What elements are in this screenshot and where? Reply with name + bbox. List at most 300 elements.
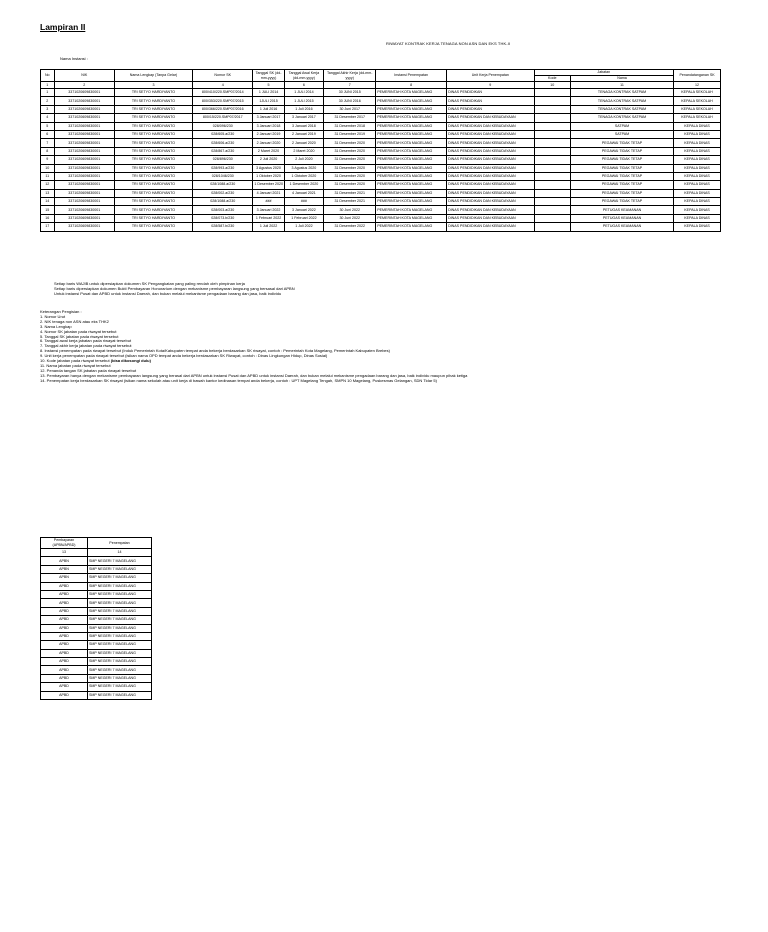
end-date-cell: 30 JUNI 2015 xyxy=(324,89,376,97)
start-date-cell: 3 Januari 2018 xyxy=(284,122,324,130)
unit-cell: DINAS PENDIDIKAN DAN KEBUDAYAAN xyxy=(447,139,534,147)
instansi-cell: PEMERINTAH KOTA MAGELANG xyxy=(376,206,447,214)
column-number: 13 xyxy=(41,549,88,557)
placement-cell: SMP NEGERI 7 MAGELANG xyxy=(88,565,152,573)
keterangan-item-text: 10. Kode jabatan pada riwayat tersebut xyxy=(40,358,110,364)
nik-cell: 3371020609830001 xyxy=(54,172,114,180)
instansi-cell: PEMERINTAH KOTA MAGELANG xyxy=(376,156,447,164)
header-jabatan: Jabatan xyxy=(534,70,674,76)
row-number: 5 xyxy=(41,122,55,130)
table-row xyxy=(41,649,152,657)
row-number: 9 xyxy=(41,156,55,164)
nik-cell: 3371020609830001 xyxy=(54,130,114,138)
nik-cell: 3371020609830001 xyxy=(54,156,114,164)
kode-cell xyxy=(534,130,570,138)
sk-number-cell: 028/606.a/230 xyxy=(193,139,253,147)
document-heading: RIWAYAT KONTRAK KERJA TENAGA NON ASN DAN EKS THK-II xyxy=(386,41,511,46)
jabatan-cell: SATPAM xyxy=(570,122,673,130)
name-cell: TRI SETYO HARDIYANTO xyxy=(114,181,192,189)
sk-date-cell: 1 JULI 2014 xyxy=(253,89,284,97)
placement-cell: SMP NEGERI 7 MAGELANG xyxy=(88,599,152,607)
instansi-cell: PEMERINTAH KOTA MAGELANG xyxy=(376,105,447,113)
keterangan-item: 5. Tanggal SK jabatan pada riwayat tersebut xyxy=(40,333,119,339)
keterangan-item: 11. Nama jabatan pada riwayat tersebut xyxy=(40,362,111,368)
instansi-cell: PEMERINTAH KOTA MAGELANG xyxy=(376,114,447,122)
column-number: 12 xyxy=(674,82,721,89)
kode-cell xyxy=(534,89,570,97)
table-row xyxy=(41,114,721,122)
end-date-cell: 31 Desember 2020 xyxy=(324,181,376,189)
sk-date-cell: 2 Januari 2019 xyxy=(253,130,284,138)
row-number: 14 xyxy=(41,198,55,206)
instansi-label: Nama Instansi : xyxy=(60,56,88,61)
name-cell: TRI SETYO HARDIYANTO xyxy=(114,156,192,164)
table-row xyxy=(41,89,721,97)
column-number: 4 xyxy=(193,82,253,89)
nik-cell: 3371020609830001 xyxy=(54,214,114,222)
nik-cell: 3371020609830001 xyxy=(54,147,114,155)
unit-cell: DINAS PENDIDIKAN DAN KEBUDAYAAN xyxy=(447,156,534,164)
start-date-cell: 1 Desember 2020 xyxy=(284,181,324,189)
sk-number-cell: 028/096/230 xyxy=(193,122,253,130)
payment-cell: APBD xyxy=(41,666,88,674)
nik-cell: 3371020609830001 xyxy=(54,206,114,214)
table-row xyxy=(41,105,721,113)
table-row xyxy=(41,691,152,699)
start-date-cell: 2 Maret 2020 xyxy=(284,147,324,155)
signatory-cell: KEPALA DINAS xyxy=(674,147,721,155)
sk-number-cell: 028/073.b/230 xyxy=(193,214,253,222)
placement-cell: SMP NEGERI 7 MAGELANG xyxy=(88,691,152,699)
column-number: 5 xyxy=(253,82,284,89)
jabatan-cell: TENAGA KONTRAK SATPAM xyxy=(570,89,673,97)
table-row xyxy=(41,674,152,682)
sk-number-cell: 028/896/230 xyxy=(193,156,253,164)
unit-cell: DINAS PENDIDIKAN DAN KEBUDAYAAN xyxy=(447,164,534,172)
table-row xyxy=(41,565,152,573)
header-nik: NIK xyxy=(54,70,114,82)
name-cell: TRI SETYO HARDIYANTO xyxy=(114,114,192,122)
signatory-cell: KEPALA SEKOLAH xyxy=(674,97,721,105)
keterangan-item: 2. NIK tenaga non ASN atau eks THK2 xyxy=(40,318,109,324)
header-instansi: Instansi Penempatan xyxy=(376,70,447,82)
signatory-cell: KEPALA DINAS xyxy=(674,181,721,189)
payment-placement-table xyxy=(40,537,152,700)
instansi-cell: PEMERINTAH KOTA MAGELANG xyxy=(376,147,447,155)
column-number: 11 xyxy=(570,82,673,89)
end-date-cell: 30 Juni 2022 xyxy=(324,206,376,214)
signatory-cell: KEPALA SEKOLAH xyxy=(674,114,721,122)
kode-cell xyxy=(534,198,570,206)
column-number-row xyxy=(41,549,152,557)
end-date-cell: 31 Desember 2019 xyxy=(324,130,376,138)
row-number: 10 xyxy=(41,164,55,172)
end-date-cell: 31 Desember 2018 xyxy=(324,122,376,130)
unit-cell: DINAS PENDIDIKAN DAN KEBUDAYAAN xyxy=(447,189,534,197)
header-no: No xyxy=(41,70,55,82)
sk-number-cell: 028/587.b/230 xyxy=(193,223,253,231)
keterangan-block xyxy=(40,310,610,384)
name-cell: TRI SETYO HARDIYANTO xyxy=(114,139,192,147)
jabatan-cell: PETUGAS KEAMANAN xyxy=(570,206,673,214)
kode-cell xyxy=(534,223,570,231)
jabatan-cell: PEGAWAI TIDAK TETAP xyxy=(570,156,673,164)
contract-history-table xyxy=(40,69,721,232)
placement-cell: SMP NEGERI 7 MAGELANG xyxy=(88,674,152,682)
header-kode: Kode xyxy=(534,76,570,82)
payment-cell: APBD xyxy=(41,641,88,649)
sk-number-cell: 800/15/220.SMP07/2017 xyxy=(193,114,253,122)
table-row xyxy=(41,214,721,222)
unit-cell: DINAS PENDIDIKAN DAN KEBUDAYAAN xyxy=(447,181,534,189)
start-date-cell: 1 Juli 2022 xyxy=(284,223,324,231)
header-jabatan-nama: Nama xyxy=(570,76,673,82)
sk-number-cell: 028/003.a/230 xyxy=(193,206,253,214)
row-number: 6 xyxy=(41,130,55,138)
row-number: 7 xyxy=(41,139,55,147)
notes-block xyxy=(54,281,295,296)
table-row xyxy=(41,139,721,147)
column-number-row xyxy=(41,82,721,89)
kode-cell xyxy=(534,164,570,172)
signatory-cell: KEPALA DINAS xyxy=(674,156,721,164)
row-number: 16 xyxy=(41,214,55,222)
signatory-cell: KEPALA SEKOLAH xyxy=(674,105,721,113)
kode-cell xyxy=(534,122,570,130)
placement-cell: SMP NEGERI 7 MAGELANG xyxy=(88,632,152,640)
signatory-cell: KEPALA DINAS xyxy=(674,206,721,214)
end-date-cell: 31 Desember 2020 xyxy=(324,164,376,172)
jabatan-cell: PETUGAS KEAMANAN xyxy=(570,214,673,222)
unit-cell: DINAS PENDIDIKAN xyxy=(447,105,534,113)
sk-date-cell: 1 Oktober 2020 xyxy=(253,172,284,180)
kode-cell xyxy=(534,97,570,105)
signatory-cell: KEPALA DINAS xyxy=(674,172,721,180)
sk-number-cell: 028/1088.a/230 xyxy=(193,198,253,206)
sk-number-cell: 800/353/220.SMP07/2015 xyxy=(193,97,253,105)
table-row xyxy=(41,97,721,105)
signatory-cell: KEPALA DINAS xyxy=(674,122,721,130)
table-row xyxy=(41,599,152,607)
instansi-cell: PEMERINTAH KOTA MAGELANG xyxy=(376,97,447,105)
jabatan-cell: PEGAWAI TIDAK TETAP xyxy=(570,172,673,180)
keterangan-heading: Keterangan Pengisian : xyxy=(40,309,82,314)
nik-cell: 3371020609830001 xyxy=(54,105,114,113)
table-row xyxy=(41,641,152,649)
signatory-cell: KEPALA DINAS xyxy=(674,139,721,147)
instansi-cell: PEMERINTAH KOTA MAGELANG xyxy=(376,198,447,206)
table-row xyxy=(41,206,721,214)
header-tanggal-sk: Tanggal SK (dd-mm-yyyy) xyxy=(253,70,284,82)
end-date-cell: 31 Desember 2022 xyxy=(324,223,376,231)
signatory-cell: KEPALA DINAS xyxy=(674,198,721,206)
sk-date-cell: 1 Juli 2016 xyxy=(253,105,284,113)
sk-number-cell: 028/1088.a/230 xyxy=(193,181,253,189)
placement-cell: SMP NEGERI 7 MAGELANG xyxy=(88,590,152,598)
table-row xyxy=(41,616,152,624)
instansi-cell: PEMERINTAH KOTA MAGELANG xyxy=(376,89,447,97)
sk-date-cell: 3 Agustus 2020 xyxy=(253,164,284,172)
start-date-cell: 3 Agustus 2020 xyxy=(284,164,324,172)
start-date-cell: ### xyxy=(284,198,324,206)
kode-cell xyxy=(534,181,570,189)
kode-cell xyxy=(534,105,570,113)
table-row xyxy=(41,582,152,590)
nik-cell: 3371020609830001 xyxy=(54,223,114,231)
placement-cell: SMP NEGERI 7 MAGELANG xyxy=(88,557,152,565)
instansi-cell: PEMERINTAH KOTA MAGELANG xyxy=(376,181,447,189)
column-number: 6 xyxy=(284,82,324,89)
table-row xyxy=(41,147,721,155)
placement-cell: SMP NEGERI 7 MAGELANG xyxy=(88,624,152,632)
start-date-cell: 1 Juli 2016 xyxy=(284,105,324,113)
instansi-cell: PEMERINTAH KOTA MAGELANG xyxy=(376,189,447,197)
end-date-cell: 31 Desember 2021 xyxy=(324,189,376,197)
placement-cell: SMP NEGERI 7 MAGELANG xyxy=(88,607,152,615)
jabatan-cell: PEGAWAI TIDAK TETAP xyxy=(570,198,673,206)
placement-cell: SMP NEGERI 7 MAGELANG xyxy=(88,616,152,624)
header-pembayaran: Pembayaran (APBN/APBD) xyxy=(41,538,88,549)
payment-cell: APBD xyxy=(41,582,88,590)
name-cell: TRI SETYO HARDIYANTO xyxy=(114,223,192,231)
keterangan-item: 12. Penanda tangan SK jabatan pada riwayat tersebut xyxy=(40,367,137,373)
unit-cell: DINAS PENDIDIKAN DAN KEBUDAYAAN xyxy=(447,206,534,214)
payment-cell: APBD xyxy=(41,632,88,640)
instansi-cell: PEMERINTAH KOTA MAGELANG xyxy=(376,172,447,180)
sk-date-cell: 1 Desember 2020 xyxy=(253,181,284,189)
sk-number-cell: 800/410/220.SMP07/2014 xyxy=(193,89,253,97)
start-date-cell: 3 Januari 2017 xyxy=(284,114,324,122)
name-cell: TRI SETYO HARDIYANTO xyxy=(114,206,192,214)
column-number: 7 xyxy=(324,82,376,89)
jabatan-cell: PETUGAS KEAMANAN xyxy=(570,223,673,231)
unit-cell: DINAS PENDIDIKAN DAN KEBUDAYAAN xyxy=(447,147,534,155)
row-number: 4 xyxy=(41,114,55,122)
row-number: 3 xyxy=(41,105,55,113)
header-tanggal-awal: Tanggal Awal Kerja (dd-mm-yyyy) xyxy=(284,70,324,82)
start-date-cell: 3 Januari 2022 xyxy=(284,206,324,214)
column-number: 3 xyxy=(114,82,192,89)
row-number: 1 xyxy=(41,89,55,97)
row-number: 15 xyxy=(41,206,55,214)
column-number: 10 xyxy=(534,82,570,89)
placement-cell: SMP NEGERI 7 MAGELANG xyxy=(88,574,152,582)
payment-cell: APBD xyxy=(41,599,88,607)
unit-cell: DINAS PENDIDIKAN DAN KEBUDAYAAN xyxy=(447,198,534,206)
sk-date-cell: 3 Januari 2017 xyxy=(253,114,284,122)
column-number: 14 xyxy=(88,549,152,557)
table-row xyxy=(41,130,721,138)
payment-cell: APBD xyxy=(41,674,88,682)
table-row xyxy=(41,607,152,615)
start-date-cell: 1 JULI 2015 xyxy=(284,97,324,105)
end-date-cell: 31 Desember 2020 xyxy=(324,172,376,180)
instansi-cell: PEMERINTAH KOTA MAGELANG xyxy=(376,223,447,231)
payment-cell: APBD xyxy=(41,649,88,657)
placement-cell: SMP NEGERI 7 MAGELANG xyxy=(88,666,152,674)
keterangan-item: 7. Tanggal akhir kerja jabatan pada riwayat tersebut xyxy=(40,343,132,349)
note-line: Untuk instansi Pusat dan APBD untuk instansi Daerah, dan bukan melalui mekanisme pengadaan barang dan jasa, baik individu xyxy=(54,291,282,296)
placement-cell: SMP NEGERI 7 MAGELANG xyxy=(88,658,152,666)
end-date-cell: 31 Desember 2020 xyxy=(324,156,376,164)
nik-cell: 3371020609830001 xyxy=(54,198,114,206)
jabatan-cell: SATPAM xyxy=(570,130,673,138)
end-date-cell: 31 Desember 2017 xyxy=(324,114,376,122)
keterangan-item: 14. Penempatan kerja berdasarkan SK riwayat (isikan nama sekolah atau unit kerja di bawah kantor kedinasan tempat anda bekerja, contoh : UPT Magelang Tengah, SMPN 10 Magelang, Puskesmas Gelangan, SDN Tidar 5) xyxy=(40,377,437,383)
signatory-cell: KEPALA DINAS xyxy=(674,130,721,138)
start-date-cell: 1 Oktober 2020 xyxy=(284,172,324,180)
sk-date-cell: 1 Juli 2022 xyxy=(253,223,284,231)
start-date-cell: 2 Januari 2019 xyxy=(284,130,324,138)
keterangan-item-bold: (bisa dikosongi dulu) xyxy=(110,358,151,364)
payment-cell: APBN xyxy=(41,565,88,573)
jabatan-cell: TENAGA KONTRAK SATPAM xyxy=(570,114,673,122)
table-row xyxy=(41,666,152,674)
header-penandatangan: Penandatanganan SK xyxy=(674,70,721,82)
kode-cell xyxy=(534,189,570,197)
row-number: 2 xyxy=(41,97,55,105)
payment-cell: APBD xyxy=(41,691,88,699)
nik-cell: 3371020609830001 xyxy=(54,189,114,197)
kode-cell xyxy=(534,139,570,147)
jabatan-cell: PEGAWAI TIDAK TETAP xyxy=(570,139,673,147)
row-number: 17 xyxy=(41,223,55,231)
payment-cell: APBD xyxy=(41,616,88,624)
table-row xyxy=(41,632,152,640)
page-title: Lampiran II xyxy=(40,22,86,32)
instansi-cell: PEMERINTAH KOTA MAGELANG xyxy=(376,214,447,222)
signatory-cell: KEPALA DINAS xyxy=(674,223,721,231)
placement-cell: SMP NEGERI 7 MAGELANG xyxy=(88,641,152,649)
sk-number-cell: 028/1046/230 xyxy=(193,172,253,180)
table-row xyxy=(41,198,721,206)
unit-cell: DINAS PENDIDIKAN DAN KEBUDAYAAN xyxy=(447,122,534,130)
column-number: 8 xyxy=(376,82,447,89)
sk-date-cell: 2 Juli 2020 xyxy=(253,156,284,164)
header-unit-kerja: Unit Kerja Penempatan xyxy=(447,70,534,82)
row-number: 8 xyxy=(41,147,55,155)
payment-cell: APBD xyxy=(41,683,88,691)
jabatan-cell: TENAGA KONTRAK SATPAM xyxy=(570,105,673,113)
kode-cell xyxy=(534,156,570,164)
start-date-cell: 4 Januari 2021 xyxy=(284,189,324,197)
unit-cell: DINAS PENDIDIKAN xyxy=(447,97,534,105)
table-row xyxy=(41,189,721,197)
signatory-cell: KEPALA DINAS xyxy=(674,164,721,172)
end-date-cell: 31 Desember 2021 xyxy=(324,198,376,206)
kode-cell xyxy=(534,114,570,122)
sk-date-cell: 2 Januari 2020 xyxy=(253,139,284,147)
note-line: Setiap baris dipersiapkan dokumen Bukti Pembayaran Honorarium dengan mekanisme pembayaran langsung yang bersasal dari APBN xyxy=(54,286,295,291)
instansi-cell: PEMERINTAH KOTA MAGELANG xyxy=(376,122,447,130)
column-number: 9 xyxy=(447,82,534,89)
name-cell: TRI SETYO HARDIYANTO xyxy=(114,147,192,155)
header-tanggal-akhir: Tanggal Akhir Kerja (dd-mm-yyyy) xyxy=(324,70,376,82)
nik-cell: 3371020609830001 xyxy=(54,97,114,105)
sk-date-cell: 1JULI 2015 xyxy=(253,97,284,105)
keterangan-item: 6. Tanggal awal kerja jabatan pada riwayat tersebut xyxy=(40,338,132,344)
keterangan-item: 1. Nomor Urut xyxy=(40,313,66,319)
signatory-cell: KEPALA SEKOLAH xyxy=(674,89,721,97)
instansi-cell: PEMERINTAH KOTA MAGELANG xyxy=(376,130,447,138)
signatory-cell: KEPALA DINAS xyxy=(674,189,721,197)
column-number: 1 xyxy=(41,82,55,89)
row-number: 12 xyxy=(41,181,55,189)
nik-cell: 3371020609830001 xyxy=(54,139,114,147)
unit-cell: DINAS PENDIDIKAN DAN KEBUDAYAAN xyxy=(447,114,534,122)
end-date-cell: 31 Desember 2020 xyxy=(324,139,376,147)
nik-cell: 3371020609830001 xyxy=(54,89,114,97)
row-number: 13 xyxy=(41,189,55,197)
unit-cell: DINAS PENDIDIKAN xyxy=(447,89,534,97)
sk-number-cell: 028/605.a/230 xyxy=(193,130,253,138)
jabatan-cell: PEGAWAI TIDAK TETAP xyxy=(570,181,673,189)
name-cell: TRI SETYO HARDIYANTO xyxy=(114,130,192,138)
kode-cell xyxy=(534,172,570,180)
jabatan-cell: PEGAWAI TIDAK TETAP xyxy=(570,164,673,172)
payment-cell: APBD xyxy=(41,624,88,632)
placement-cell: SMP NEGERI 7 MAGELANG xyxy=(88,649,152,657)
payment-cell: APBN xyxy=(41,557,88,565)
nik-cell: 3371020609830001 xyxy=(54,164,114,172)
payment-cell: APBN xyxy=(41,574,88,582)
nik-cell: 3371020609830001 xyxy=(54,114,114,122)
end-date-cell: 31 Desember 2020 xyxy=(324,147,376,155)
sk-number-cell: 028/867.a/230 xyxy=(193,147,253,155)
header-penempatan: Penempatan xyxy=(88,538,152,549)
table-row xyxy=(41,683,152,691)
sk-number-cell: 028/002.a/230 xyxy=(193,189,253,197)
keterangan-item: 3. Nama Lengkap xyxy=(40,323,72,329)
keterangan-item: 8. Instansi penempatan pada riwayat tersebut (Induk Pemerintah Kota/Kabupaten tempat anda bekerja berdasarkan SK riwayat, contoh : Pemerintah Kota Magelang, Pemerintah Kabupaten Brebes) xyxy=(40,348,390,354)
nik-cell: 3371020609830001 xyxy=(54,181,114,189)
table-row xyxy=(41,590,152,598)
sk-date-cell: 3 Januari 2022 xyxy=(253,206,284,214)
sk-number-cell: 800/366/220.SMP07/2016 xyxy=(193,105,253,113)
table-row xyxy=(41,624,152,632)
sk-date-cell: 1 Februari 2022 xyxy=(253,214,284,222)
payment-cell: APBD xyxy=(41,607,88,615)
keterangan-item: 4. Nomor SK jabatan pada riwayat tersebut xyxy=(40,328,117,334)
start-date-cell: 2 Juli 2020 xyxy=(284,156,324,164)
name-cell: TRI SETYO HARDIYANTO xyxy=(114,189,192,197)
signatory-cell: KEPALA DINAS xyxy=(674,214,721,222)
name-cell: TRI SETYO HARDIYANTO xyxy=(114,198,192,206)
start-date-cell: 2 Januari 2020 xyxy=(284,139,324,147)
payment-cell: APBD xyxy=(41,658,88,666)
table-row xyxy=(41,172,721,180)
kode-cell xyxy=(534,214,570,222)
unit-cell: DINAS PENDIDIKAN DAN KEBUDAYAAN xyxy=(447,214,534,222)
jabatan-cell: PEGAWAI TIDAK TETAP xyxy=(570,147,673,155)
table-row xyxy=(41,181,721,189)
nik-cell: 3371020609830001 xyxy=(54,122,114,130)
payment-cell: APBD xyxy=(41,590,88,598)
table-row xyxy=(41,122,721,130)
instansi-cell: PEMERINTAH KOTA MAGELANG xyxy=(376,139,447,147)
start-date-cell: 1 JULI 2014 xyxy=(284,89,324,97)
instansi-cell: PEMERINTAH KOTA MAGELANG xyxy=(376,164,447,172)
placement-cell: SMP NEGERI 7 MAGELANG xyxy=(88,683,152,691)
jabatan-cell: PEGAWAI TIDAK TETAP xyxy=(570,189,673,197)
header-nama: Nama Lengkap (Tanpa Gelar) xyxy=(114,70,192,82)
table-row xyxy=(41,557,152,565)
sk-date-cell: 3 Januari 2018 xyxy=(253,122,284,130)
sk-date-cell: ### xyxy=(253,198,284,206)
sk-date-cell: 2 Maret 2020 xyxy=(253,147,284,155)
table-row xyxy=(41,164,721,172)
kode-cell xyxy=(534,147,570,155)
